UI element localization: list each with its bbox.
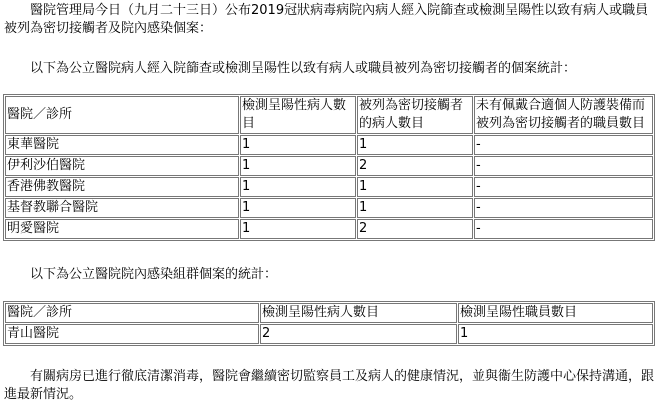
cell-value: 1 [240,156,356,176]
cell-value: 1 [240,219,356,239]
cell-hospital: 明愛醫院 [5,219,239,239]
table-row [5,135,653,155]
cell-value: 2 [357,219,473,239]
cell-value: - [474,135,653,155]
cell-value: 2 [357,156,473,176]
header-positive-staff: 檢測呈陽性職員數目 [458,303,653,323]
table-header-row [5,303,653,323]
header-hospital: 醫院／診所 [5,96,239,134]
cell-value: 1 [357,177,473,197]
cell-value: - [474,177,653,197]
cell-value: 2 [260,324,457,344]
header-positive-patients: 檢測呈陽性病人數目 [240,96,356,134]
cluster-table [3,301,655,346]
header-hospital: 醫院／診所 [5,303,259,323]
cell-value: 1 [357,135,473,155]
closing-paragraph: 有關病房已進行徹底清潔消毒，醫院會繼續密切監察員工及病人的健康情況，並與衞生防護中心保持溝通，跟進最新情況。 [4,369,655,402]
intro-paragraph: 醫院管理局今日（九月二十三日）公布2019冠狀病毒病院內病人經入院篩查或檢測呈陽性以致有病人或職員被列為密切接觸者及院內感染個案： [4,3,649,36]
cell-value: 1 [458,324,653,344]
header-contact-patients: 被列為密切接觸者的病人數目 [357,96,473,134]
table-header-row [5,96,653,134]
table-row [5,324,653,344]
header-contact-staff: 未有佩戴合適個人防護裝備而被列為密切接觸者的職員數目 [474,96,653,134]
table-row [5,198,653,218]
cell-hospital: 東華醫院 [5,135,239,155]
table-row [5,156,653,176]
header-positive-patients: 檢測呈陽性病人數目 [260,303,457,323]
cell-hospital: 香港佛教醫院 [5,177,239,197]
table-row [5,219,653,239]
section2-title: 以下為公立醫院院內感染組群個案的統計： [30,267,278,282]
cell-value: 1 [240,198,356,218]
cell-value: - [474,219,653,239]
cell-value: - [474,156,653,176]
close-contact-table [3,94,655,241]
section1-title: 以下為公立醫院病人經入院篩查或檢測呈陽性以致有病人或職員被列為密切接觸者的個案統計： [30,61,577,76]
cell-hospital: 伊利沙伯醫院 [5,156,239,176]
cell-hospital: 基督教聯合醫院 [5,198,239,218]
cell-value: - [474,198,653,218]
cell-value: 1 [357,198,473,218]
cell-value: 1 [240,177,356,197]
cell-hospital: 青山醫院 [5,324,259,344]
table-row [5,177,653,197]
cell-value: 1 [240,135,356,155]
